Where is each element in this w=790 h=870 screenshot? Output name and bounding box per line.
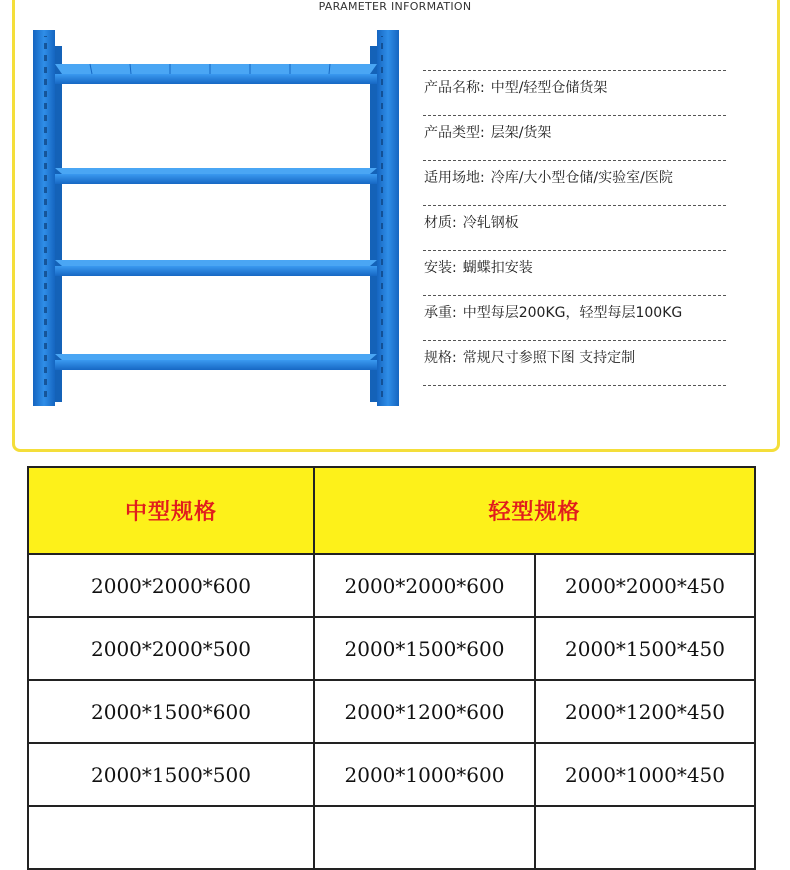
- medium-spec-header: 中型规格: [28, 467, 314, 554]
- spec-value: 冷轧钢板: [462, 215, 519, 231]
- medium-size-cell: 2000*1500*500: [28, 743, 314, 806]
- spec-value: 层架/货架: [490, 125, 552, 141]
- medium-size-cell: 2000*1500*600: [28, 680, 314, 743]
- spec-key: 安装:: [424, 260, 457, 276]
- shelf-level-2: [55, 168, 377, 184]
- table-row: [28, 806, 755, 869]
- table-row: [28, 617, 755, 680]
- light-size-cell: 2000*1200*450: [535, 680, 755, 743]
- table-row: [28, 554, 755, 617]
- spec-key: 规格:: [424, 350, 457, 366]
- spec-row: [423, 295, 726, 340]
- size-table-header: [28, 467, 755, 554]
- spec-key: 产品名称:: [424, 80, 485, 96]
- medium-size-cell: [28, 806, 314, 869]
- spec-row: [423, 205, 726, 250]
- spec-value: 冷库/大小型仓储/实验室/医院: [490, 170, 673, 186]
- shelf-rack-image: [30, 28, 402, 408]
- spec-key: 适用场地:: [424, 170, 485, 186]
- spec-value: 蝴蝶扣安装: [462, 260, 533, 276]
- shelf-level-4: [55, 354, 377, 370]
- light-size-cell: 2000*2000*450: [535, 554, 755, 617]
- light-size-cell: 2000*1500*450: [535, 617, 755, 680]
- light-spec-header: 轻型规格: [314, 467, 755, 554]
- spec-key: 承重:: [424, 305, 457, 321]
- medium-size-cell: 2000*2000*500: [28, 617, 314, 680]
- spec-row: [423, 115, 726, 160]
- light-size-cell: 2000*1000*600: [314, 743, 535, 806]
- spec-row: [423, 70, 726, 115]
- light-size-cell: [314, 806, 535, 869]
- light-size-cell: 2000*2000*600: [314, 554, 535, 617]
- table-row: [28, 680, 755, 743]
- parameter-title: [0, 0, 790, 14]
- medium-size-cell: 2000*2000*600: [28, 554, 314, 617]
- spec-value: 中型/轻型仓储货架: [490, 80, 608, 96]
- light-size-cell: 2000*1200*600: [314, 680, 535, 743]
- spec-value: 常规尺寸参照下图 支持定制: [462, 350, 636, 366]
- shelf-level-3: [55, 260, 377, 276]
- table-row: [28, 743, 755, 806]
- spec-row: [423, 250, 726, 295]
- spec-row: [423, 340, 726, 386]
- light-size-cell: 2000*1000*450: [535, 743, 755, 806]
- parameter-title-text: PARAMETER INFORMATION: [315, 0, 476, 13]
- spec-row: [423, 160, 726, 205]
- spec-value: 中型每层200KG，轻型每层100KG: [462, 305, 683, 321]
- shelf-level-1: [55, 64, 377, 84]
- spec-list: [423, 70, 726, 386]
- spec-key: 产品类型:: [424, 125, 485, 141]
- light-size-cell: 2000*1500*600: [314, 617, 535, 680]
- size-table: [27, 466, 756, 870]
- light-size-cell: [535, 806, 755, 869]
- spec-key: 材质:: [424, 215, 457, 231]
